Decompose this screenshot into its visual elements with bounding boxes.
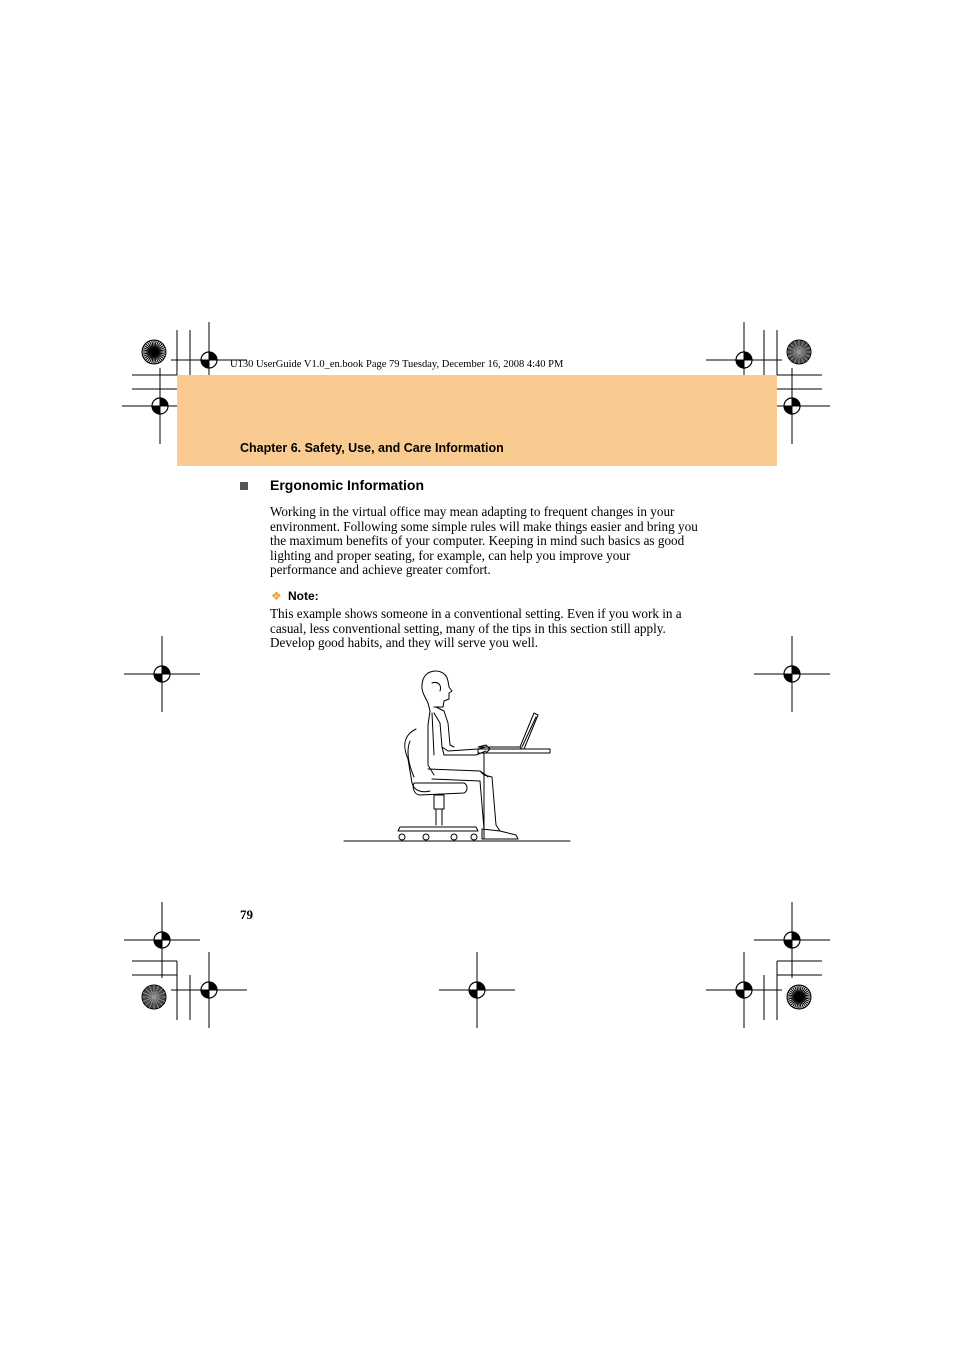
note-paragraph: This example shows someone in a conventional setting. Even if you work in a casual, less conventional setting, many of the tips in this section still apply. Develop good habits, and they will serve you well. <box>270 606 682 650</box>
seated-person-illustration <box>340 665 576 847</box>
page-number: 79 <box>240 907 253 922</box>
chair-post <box>434 795 444 809</box>
square-bullet-icon <box>240 482 248 490</box>
section-heading: Ergonomic Information <box>270 477 424 493</box>
chair-base <box>398 827 478 831</box>
foot <box>482 829 518 839</box>
thigh <box>428 769 488 777</box>
intro-paragraph: Working in the virtual office may mean adapting to frequent changes in your environment. Following some simple rules will make things easier and bring you the maximum benefits of your computer. Keeping in mind such basics as good lighting and proper seating, for example, can help you improve your performance and achieve greater comfort. <box>270 504 698 577</box>
chapter-title: Chapter 6. Safety, Use, and Care Information <box>240 441 504 455</box>
laptop-base <box>480 747 522 749</box>
chair-seat <box>413 783 467 795</box>
arm <box>434 713 486 751</box>
print-header: U130 UserGuide V1.0_en.book Page 79 Tuesday, December 16, 2008 4:40 PM <box>230 359 564 370</box>
diamond-note-icon: ❖ <box>271 589 282 603</box>
note-label: Note: <box>288 589 319 603</box>
torso-front <box>436 707 454 747</box>
